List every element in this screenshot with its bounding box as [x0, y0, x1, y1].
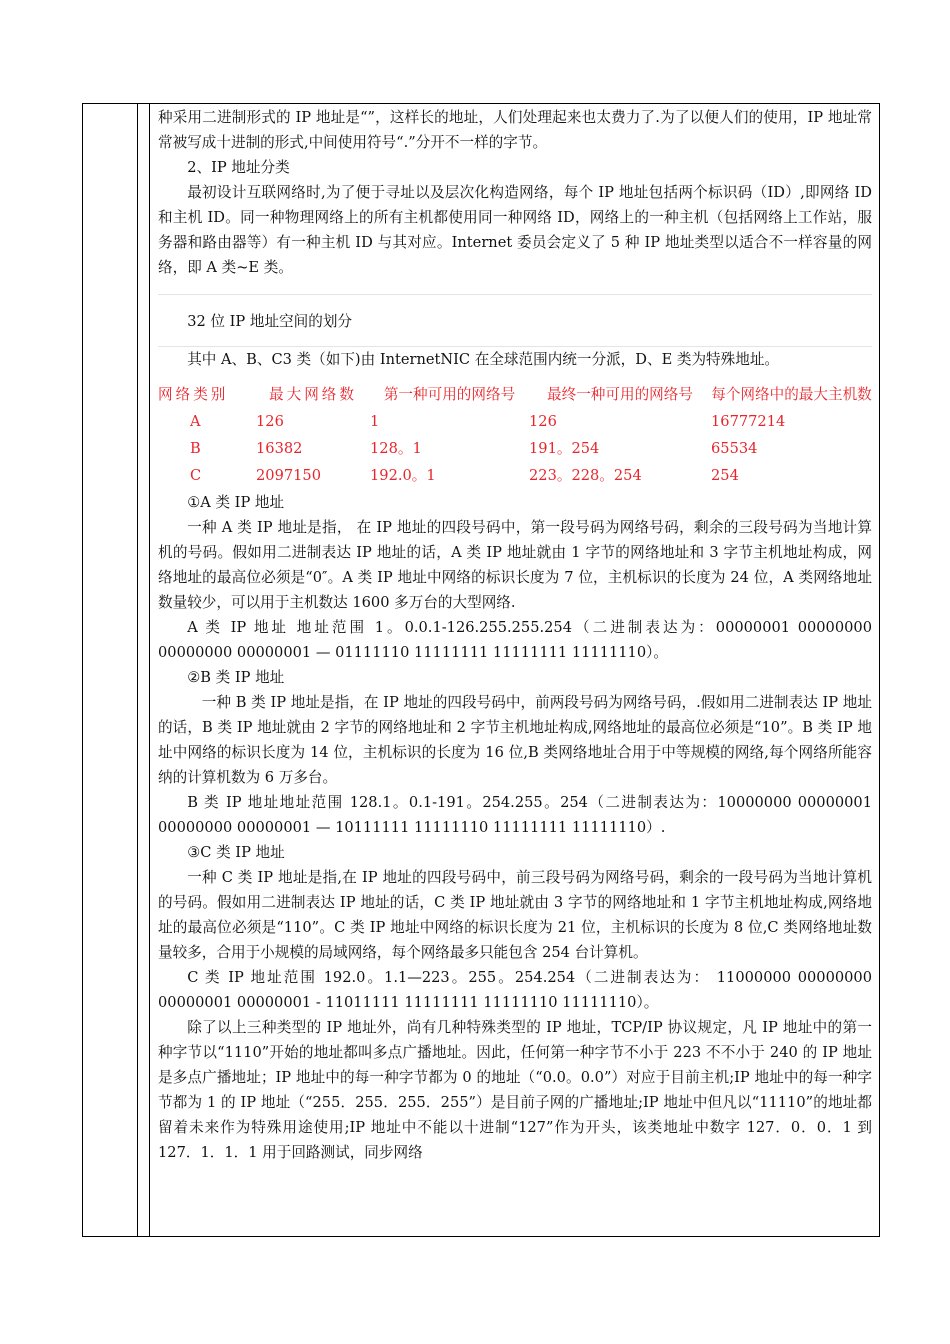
- paragraph-special-addresses: 除了以上三种类型的 IP 地址外，尚有几种特殊类型的 IP 地址，TCP/IP 协议规定，凡 IP 地址中的第一种字节以“1110”开始的地址都叫多点广播地址。因此，任何第一种字节不小于 223 不不小于 240 的 IP 地址是多点广播地址；IP 地址中的每一种字节都为 0 的地址（“0.0。0.0”）对应于目前主机;IP 地址中的每一种字节都为 1 的 IP 地址（“255．255．255．255”）是目前子网的广播地址;IP 地址中但凡以“11110”的地址都留着未来作为特殊用途使用;IP 地址中不能以十进制“127”作为开头，该类地址中数字 127．0．0．1 到 127．1．1．1 用于回路测试，同步网络: [158, 1019, 872, 1161]
- section-heading-class-a: ①A 类 IP 地址: [187, 494, 285, 511]
- paragraph-class-b-range: B 类 IP 地址地址范围 128.1。0.1-191。254.255。254（二进制表达为：10000000 00000001 00000000 00000001 — 10111111 11111110 11111111 11111110）.: [158, 794, 872, 836]
- ip-class-table: [158, 382, 872, 490]
- table-cell: A: [190, 413, 201, 430]
- table-cell: 223。228。254: [529, 467, 642, 484]
- table-cell: 2097150: [256, 467, 321, 484]
- table-cell: 254: [711, 467, 739, 484]
- paragraph-binary-format: 种采用二进制形式的 IP 地址是“”，这样长的地址，人们处理起来也太费力了.为了以便人们的使用，IP 地址常常被写成十进制的形式,中间使用符号“.”分开不一样的字节。: [158, 109, 872, 151]
- table-cell: 128。1: [370, 440, 422, 457]
- paragraph-class-a: 一种 A 类 IP 地址是指， 在 IP 地址的四段号码中，第一段号码为网络号码，剩余的三段号码为当地计算机的号码。假如用二进制表达 IP 地址的话，A 类 IP 地址就由 1 字节的网络地址和 3 字节主机地址构成，网络地址的最高位必须是“0″。A 类 IP 地址中网络的标识长度为 7 位，主机标识的长度为 24 位，A 类网络地址数量较少，可以用于主机数达 1600 多万台的大型网络.: [158, 519, 872, 611]
- column-divider-left: [137, 103, 138, 1237]
- table-cell: 1: [370, 413, 380, 430]
- table-row: [158, 409, 872, 436]
- table-header-cell: 第一种可用的网络号: [383, 386, 516, 403]
- paragraph-class-c-range: C 类 IP 地址范围 192.0。1.1—223。255。254.254（二进制表达为： 11000000 00000000 00000001 00000001 - 11011111 11111111 11111110 11111110）。: [158, 969, 872, 1011]
- table-caption: 32 位 IP 地址空间的划分: [187, 313, 353, 330]
- table-cell: 126: [256, 413, 284, 430]
- table-cell: B: [190, 440, 201, 457]
- table-row: [158, 463, 872, 490]
- table-header-row: [158, 382, 872, 409]
- table-header-cell: 每个网络中的最大主机数: [711, 386, 872, 403]
- paragraph-class-a-range: A 类 IP 地址 地址范围 1。0.0.1-126.255.255.254（二进制表达为：00000001 00000000 00000000 00000001 — 01111110 11111111 11111111 11111110）。: [158, 619, 872, 661]
- paragraph-class-c: 一种 C 类 IP 地址是指,在 IP 地址的四段号码中，前三段号码为网络号码，剩余的一段号码为当地计算机的号码。假如用二进制表达 IP 地址的话，C 类 IP 地址就由 3 字节的网络地址和 1 字节主机地址构成,网络地址的最高位必须是“110”。C 类 IP 地址中网络的标识长度为 21 位，主机标识的长度为 8 位,C 类网络地址数量较多，合用于小规模的局域网络，每个网络最多只能包含 254 台计算机。: [158, 869, 872, 961]
- section-heading-ip-classes: 2、IP 地址分类: [187, 159, 290, 176]
- table-cell: 16777214: [711, 413, 786, 430]
- paragraph-class-b: 一种 B 类 IP 地址是指，在 IP 地址的四段号码中，前两段号码为网络号码，.假如用二进制表达 IP 地址的话，B 类 IP 地址就由 2 字节的网络地址和 2 字节主机地址构成,网络地址的最高位必须是“10”。B 类 IP 地址中网络的标识长度为 14 位，主机标识的长度为 16 位,B 类网络地址合用于中等规模的网络,每个网络所能容纳的计算机数为 6 万多台。: [158, 694, 872, 786]
- table-cell: 65534: [711, 440, 758, 457]
- table-cell: 16382: [256, 440, 303, 457]
- table-cell: 126: [529, 413, 557, 430]
- paragraph-ip-classes-intro: 最初设计互联网络时,为了便于寻址以及层次化构造网络，每个 IP 地址包括两个标识码（ID）,即网络 ID 和主机 ID。同一种物理网络上的所有主机都使用同一种网络 ID，网络上的一种主机（包括网络上工作站，服务器和路由器等）有一种主机 ID 与其对应。Internet 委员会定义了 5 种 IP 地址类型以适合不一样容量的网络，即 A 类~E 类。: [158, 184, 872, 276]
- table-row: [158, 436, 872, 463]
- table-cell: 191。254: [529, 440, 600, 457]
- table-header-cell: 网络类别: [158, 386, 229, 403]
- column-divider-right: [149, 103, 150, 1237]
- section-heading-class-b: ②B 类 IP 地址: [187, 669, 285, 686]
- section-heading-class-c: ③C 类 IP 地址: [187, 844, 285, 861]
- paragraph-table-intro: 其中 A、B、C3 类（如下)由 InternetNIC 在全球范围内统一分派，D、E 类为特殊地址。: [187, 351, 780, 368]
- document-content: [158, 105, 872, 1165]
- table-cell: 192.0。1: [370, 467, 436, 484]
- table-header-cell: 最终一种可用的网络号: [547, 386, 693, 403]
- table-header-cell: 最大网络数: [269, 386, 357, 403]
- table-cell: C: [190, 467, 202, 484]
